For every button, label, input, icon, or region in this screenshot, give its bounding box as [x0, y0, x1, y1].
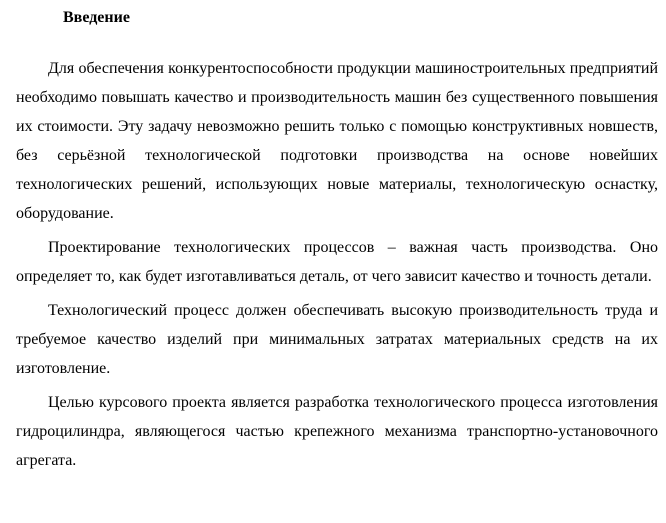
- paragraph-goal: Целью курсового проекта является разработка технологического процесса изготовления гидроцилиндра, являющегося частью крепежного механизма транспортно-установочного агрегата.: [16, 394, 658, 469]
- paragraph-design: Проектирование технологических процессов – важная часть производства. Оно определяет то, как будет изготавливаться деталь, от чего зависит качество и точность детали.: [16, 239, 658, 285]
- section-heading: Введение: [63, 9, 130, 26]
- heading-spacer: [16, 28, 658, 54]
- document-page: [16, 8, 658, 480]
- paragraph-process: Технологический процесс должен обеспечивать высокую производительность труда и требуемое качество изделий при минимальных затратах материальных средств на их изготовление.: [16, 302, 658, 377]
- paragraph-intro: Для обеспечения конкурентоспособности продукции машиностроительных предприятий необходимо повышать качество и производительность машин без существенного повышения их стоимости. Эту задачу невозможно решить только с помощью конструктивных новшеств, без серьёзной технологической подготовки производства на основе новейших технологических решений, использующих новые материалы, технологическую оснастку, оборудование.: [16, 60, 658, 222]
